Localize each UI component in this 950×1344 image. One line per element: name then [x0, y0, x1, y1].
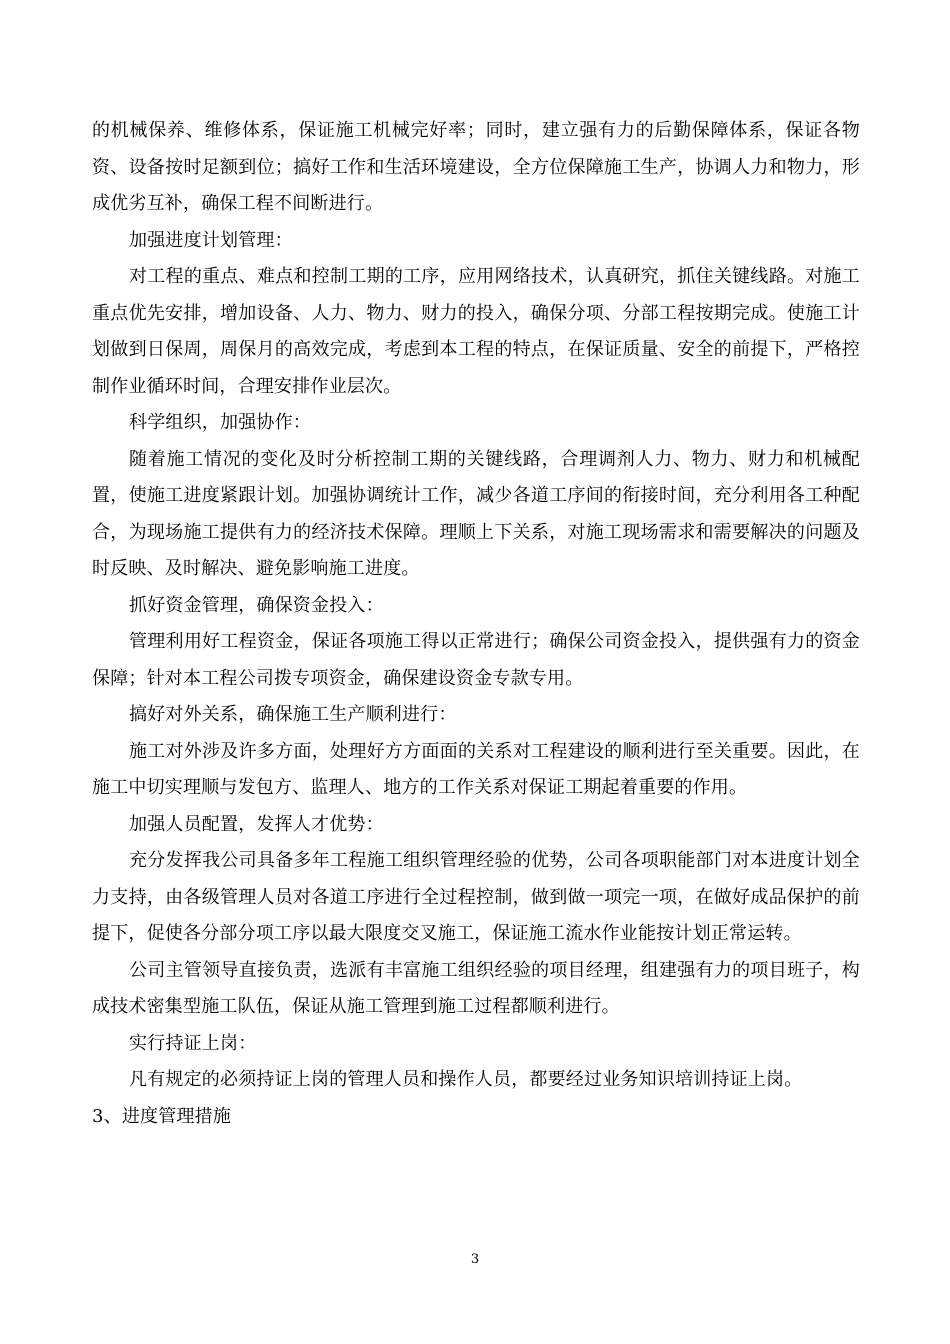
- paragraph-funding: 管理利用好工程资金，保证各项施工得以正常进行；确保公司资金投入，提供强有力的资金保障；针对本工程公司拨专项资金，确保建设资金专款专用。: [92, 631, 860, 689]
- subheading-certification: 实行持证上岗：: [129, 1032, 257, 1054]
- body-text: [92, 113, 860, 1135]
- paragraph-organization: 随着施工情况的变化及时分析控制工期的关键线路，合理调剂人力、物力、财力和机械配置，使施工进度紧跟计划。加强协调统计工作，减少各道工序间的衔接时间，充分利用各工种配合，为现场施工提供有力的经济技术保障。理顺上下关系，对施工现场需求和需要解决的问题及时反映、及时解决、避免影响施工进度。: [92, 448, 860, 579]
- section-heading: 3、进度管理措施: [92, 1105, 232, 1127]
- page-number: 3: [470, 1252, 480, 1267]
- subheading-funding: 抓好资金管理，确保资金投入：: [129, 594, 384, 616]
- paragraph-leadership: 公司主管领导直接负责，选派有丰富施工组织经验的项目经理，组建强有力的项目班子，构成技术密集型施工队伍，保证从施工管理到施工过程都顺利进行。: [92, 959, 860, 1017]
- paragraph-continuation: 的机械保养、维修体系，保证施工机械完好率；同时，建立强有力的后勤保障体系，保证各物资、设备按时足额到位；搞好工作和生活环境建设，全方位保障施工生产，协调人力和物力，形成优劣互补，确保工程不间断进行。: [92, 120, 860, 214]
- subheading-external-relations: 搞好对外关系，确保施工生产顺利进行：: [129, 704, 457, 725]
- subheading-staffing: 加强人员配置，发挥人才优势：: [129, 813, 384, 835]
- subheading-organization: 科学组织，加强协作：: [129, 412, 311, 433]
- paragraph-external-relations: 施工对外涉及许多方面，处理好方方面面的关系对工程建设的顺利进行至关重要。因此，在施工中切实理顺与发包方、监理人、地方的工作关系对保证工期起着重要的作用。: [92, 740, 860, 798]
- subheading-schedule-management: 加强进度计划管理：: [129, 229, 293, 251]
- paragraph-certification: 凡有规定的必须持证上岗的管理人员和操作人员，都要经过业务知识培训持证上岗。: [129, 1069, 803, 1090]
- paragraph-staffing: 充分发挥我公司具备多年工程施工组织管理经验的优势，公司各项职能部门对本进度计划全力支持，由各级管理人员对各道工序进行全过程控制，做到做一项完一项，在做好成品保护的前提下，促使各分部分项工序以最大限度交叉施工，保证施工流水作业能按计划正常运转。: [92, 850, 860, 944]
- paragraph-schedule-management: 对工程的重点、难点和控制工期的工序，应用网络技术，认真研究，抓住关键线路。对施工重点优先安排，增加设备、人力、物力、财力的投入，确保分项、分部工程按期完成。使施工计划做到日保周，周保月的高效完成，考虑到本工程的特点，在保证质量、安全的前提下，严格控制作业循环时间，合理安排作业层次。: [92, 266, 860, 397]
